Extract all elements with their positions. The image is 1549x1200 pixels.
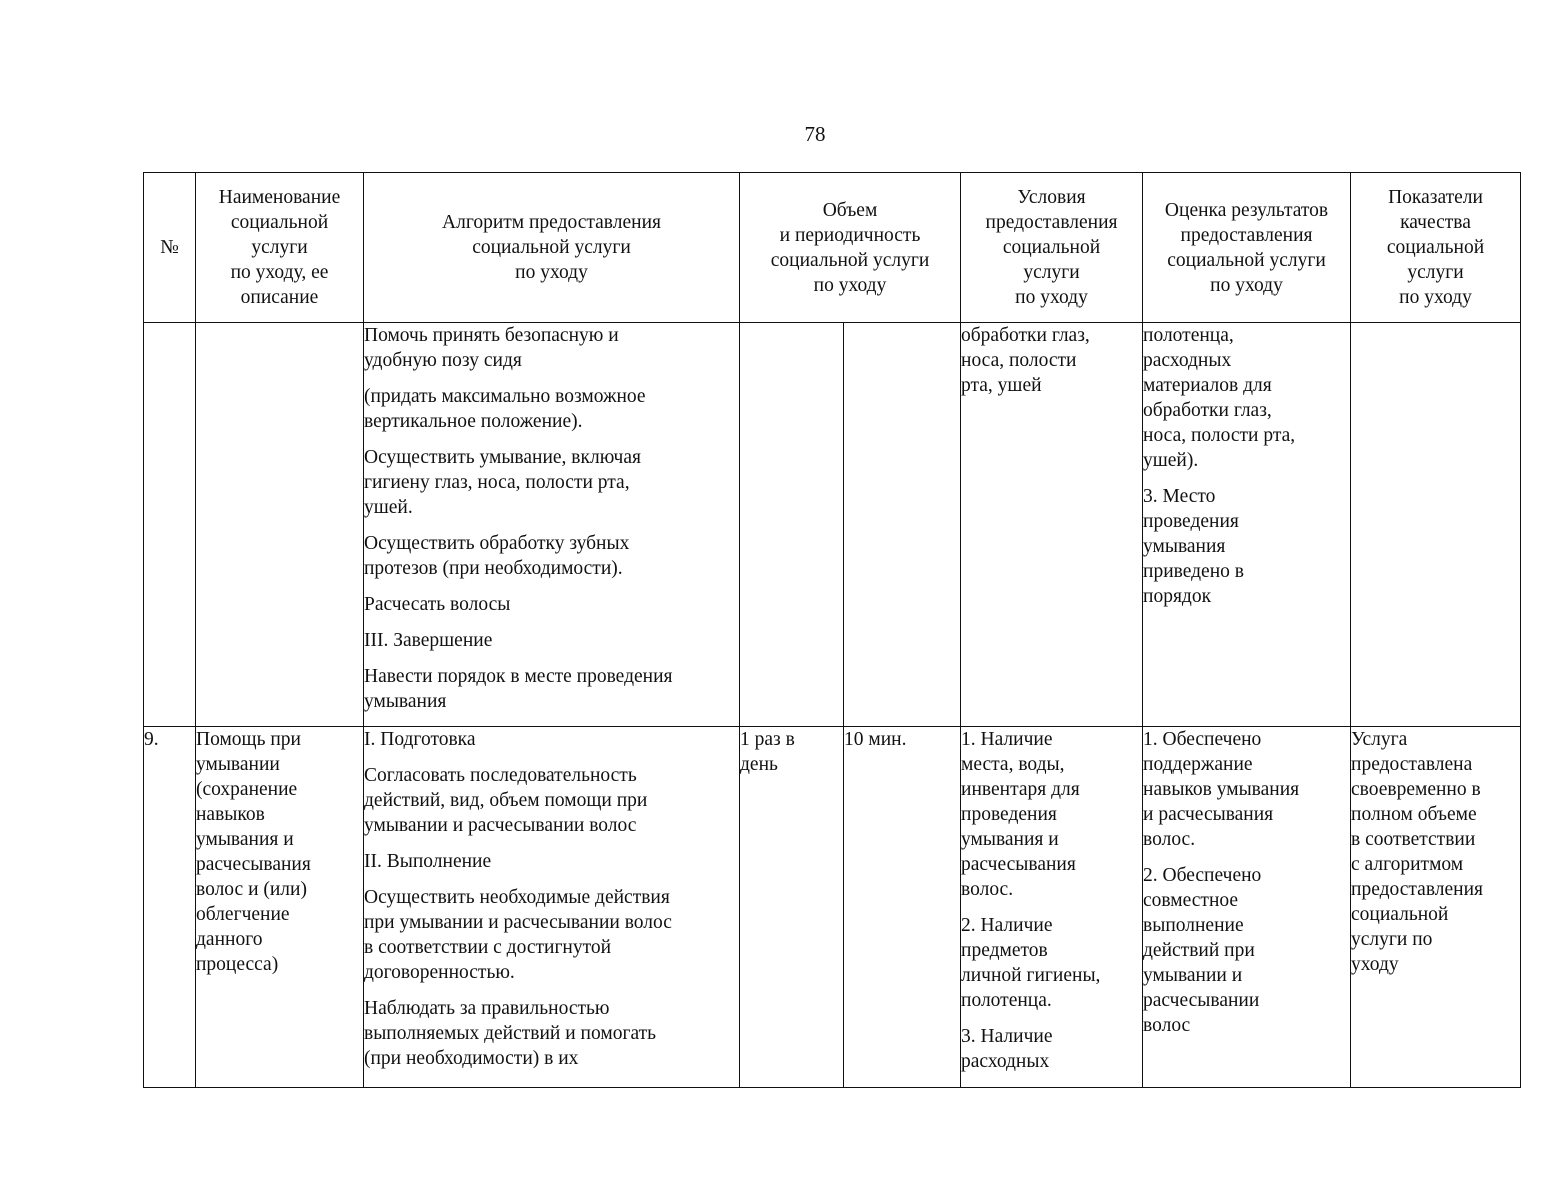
text-line: выполняемых действий и помогать [364,1023,657,1044]
header-number [144,173,196,323]
text-line: проведения [961,804,1057,825]
text-line: своевременно в [1351,779,1481,800]
text-line: в соответствии с достигнутой [364,937,612,958]
text-line: Расчесать волосы [364,594,511,615]
cont-duration-cell [844,323,961,727]
text-line: протезов (при необходимости). [364,558,623,579]
row-algorithm-cell [364,727,740,1088]
text-line: полотенца, [1143,325,1234,346]
row-conditions-cell [961,727,1143,1088]
text-line: (при необходимости) в их [364,1048,579,1069]
paragraph [1351,727,1520,977]
paragraph [1143,484,1350,609]
text-line: Навести порядок в месте проведения [364,666,673,687]
text-line: приведено в [1143,561,1244,582]
text-line: описание [240,287,319,308]
text-line: 3. Наличие [961,1026,1053,1047]
text-line: в соответствии [1351,829,1476,850]
row-number-cell [144,727,196,1088]
header-number-text: № [160,237,179,258]
page-number: 78 [804,122,826,146]
header-name-text [196,185,363,310]
text-line: с алгоритмом [1351,854,1464,875]
text-line: предоставления [1351,879,1484,900]
text-line: по уходу [813,274,887,296]
text-line: облегчение [196,904,290,925]
paragraph [961,913,1142,1013]
text-line: данного [196,929,263,950]
paragraph [961,1024,1142,1074]
text-line: Объем [822,199,878,221]
text-line: навыков умывания [1143,779,1300,800]
text-line: носа, полости рта, [1143,425,1296,446]
text-line: социальной услуги [770,249,930,271]
paragraph [364,323,739,373]
text-line: полотенца. [961,990,1052,1011]
text-line: III. Завершение [364,630,493,651]
header-volume [740,173,961,323]
cont-name-cell [196,323,364,727]
text-line: вертикальное положение). [364,411,583,432]
paragraph [364,628,739,653]
text-line: рта, ушей [961,375,1042,396]
text-line: (придать максимально возможное [364,386,646,407]
text-line: места, воды, [961,754,1065,775]
text-line: порядок [1143,586,1212,607]
row-quality-cell [1351,727,1521,1088]
header-algorithm [364,173,740,323]
header-evaluation-text [1143,198,1350,298]
text-line: умывании и [1143,965,1243,986]
paragraph [364,664,739,714]
text-line: услуги [1407,262,1464,283]
text-line: по уходу [515,262,588,283]
text-line: по уходу [1399,287,1472,308]
text-line: качества [1400,212,1471,233]
text-line: Согласовать последовательность [364,765,637,786]
text-line: Помочь принять безопасную и [364,325,619,346]
text-line: процесса) [196,954,279,975]
text-line: по уходу, ее [230,262,329,283]
header-conditions [961,173,1143,323]
text-line: расчесывания [196,854,311,875]
cont-algorithm-cell [364,323,740,727]
text-line: социальной [1386,237,1485,258]
text-line: умывания [1143,536,1226,557]
text-line: социальной услуги [472,237,631,258]
text-line: волос. [1143,829,1196,850]
paragraph [961,727,1142,902]
text-line: и периодичность [779,224,921,246]
text-line: Алгоритм предоставления [442,212,661,233]
text-line: ушей. [364,497,413,518]
header-algorithm-text [364,210,739,285]
text-line: расчесывании [1143,990,1260,1011]
text-line: материалов для [1143,375,1272,396]
text-line: услуги по [1351,929,1433,950]
text-line: Условия [1017,187,1086,208]
text-line: Осуществить обработку зубных [364,533,630,554]
text-line: удобную позу сидя [364,350,522,371]
text-line: Осуществить умывание, включая [364,447,641,468]
text-line: (сохранение [196,779,298,800]
text-line: по уходу [1210,274,1283,296]
paragraph [364,531,739,581]
care-services-table [143,172,1521,1088]
table-row [144,727,1521,1088]
text-line: волос [1143,1015,1191,1036]
row-duration-cell [844,727,961,1088]
text-line: умывании и расчесывании волос [364,815,637,836]
text-line: услуги [251,237,308,258]
text-line: Оценка результатов [1164,199,1329,221]
text-line: носа, полости [961,350,1077,371]
text-line: умывания и [961,829,1059,850]
paragraph [961,323,1142,398]
text-line: предметов [961,940,1048,961]
text-line: предоставления [985,212,1118,233]
text-line: I. Подготовка [364,729,476,750]
text-line: умывания и [196,829,294,850]
row-name-text [196,727,363,977]
text-line: 1 раз в [740,729,795,750]
text-line: проведения [1143,511,1239,532]
text-line: обработки глаз, [961,325,1090,346]
text-line: день [740,754,778,775]
header-evaluation [1143,173,1351,323]
paragraph [364,592,739,617]
text-line: 2. Наличие [961,915,1053,936]
text-line: 1. Обеспечено [1143,729,1262,750]
text-line: действий, вид, объем помощи при [364,790,648,811]
text-line: ушей). [1143,450,1199,471]
paragraph [364,885,739,985]
row-evaluation-cell [1143,727,1351,1088]
paragraph [364,727,739,752]
text-line: волос. [961,879,1014,900]
text-line: обработки глаз, [1143,400,1272,421]
paragraph [364,849,739,874]
text-line: II. Выполнение [364,851,492,872]
text-line: уходу [1351,954,1399,975]
text-line: социальной [1002,237,1101,258]
row-frequency-text [740,727,843,777]
text-line: предоставлена [1351,754,1473,775]
paragraph [364,384,739,434]
header-name [196,173,364,323]
paragraph [364,445,739,520]
text-line: Услуга [1351,729,1408,750]
paragraph [1143,863,1350,1038]
cont-frequency-cell [740,323,844,727]
text-line: социальной [230,212,329,233]
header-conditions-text [961,185,1142,310]
paragraph [1143,323,1350,473]
table-header-row [144,173,1521,323]
text-line: полном объеме [1351,804,1477,825]
row-duration-text: 10 мин. [844,729,907,750]
header-quality [1351,173,1521,323]
text-line: 2. Обеспечено [1143,865,1262,886]
text-line: Помощь при [196,729,301,750]
text-line: совместное [1143,890,1239,911]
text-line: Осуществить необходимые действия [364,887,670,908]
text-line: умывании [196,754,280,775]
cont-evaluation-cell [1143,323,1351,727]
text-line: действий при [1143,940,1255,961]
text-line: волос и (или) [196,879,307,900]
text-line: выполнение [1143,915,1244,936]
text-line: навыков [196,804,265,825]
cont-conditions-cell [961,323,1143,727]
text-line: гигиену глаз, носа, полости рта, [364,472,630,493]
text-line: Показатели [1388,187,1483,208]
text-line: 1. Наличие [961,729,1053,750]
text-line: социальной услуги [1167,249,1326,271]
text-line: договоренностью. [364,962,515,983]
row-name-cell [196,727,364,1088]
text-line: и расчесывания [1143,804,1274,825]
text-line: предоставления [1180,224,1313,246]
text-line: Наблюдать за правильностью [364,998,610,1019]
cont-quality-cell [1351,323,1521,727]
text-line: по уходу [1015,287,1088,308]
header-quality-text [1351,185,1520,310]
row-number: 9. [144,729,159,750]
text-line: при умывании и расчесывании волос [364,912,672,933]
row-frequency-cell [740,727,844,1088]
text-line: Наименование [218,187,341,208]
paragraph [1143,727,1350,852]
table-row [144,323,1521,727]
text-line: поддержание [1143,754,1253,775]
text-line: социальной [1351,904,1449,925]
paragraph [364,763,739,838]
text-line: личной гигиены, [961,965,1101,986]
text-line: расчесывания [961,854,1076,875]
paragraph [364,996,739,1071]
header-volume-text [740,198,960,298]
text-line: расходных [961,1051,1050,1072]
text-line: умывания [364,691,447,712]
text-line: расходных [1143,350,1232,371]
cont-number-cell [144,323,196,727]
text-line: инвентаря для [961,779,1080,800]
text-line: услуги [1023,262,1080,283]
text-line: 3. Место [1143,486,1216,507]
